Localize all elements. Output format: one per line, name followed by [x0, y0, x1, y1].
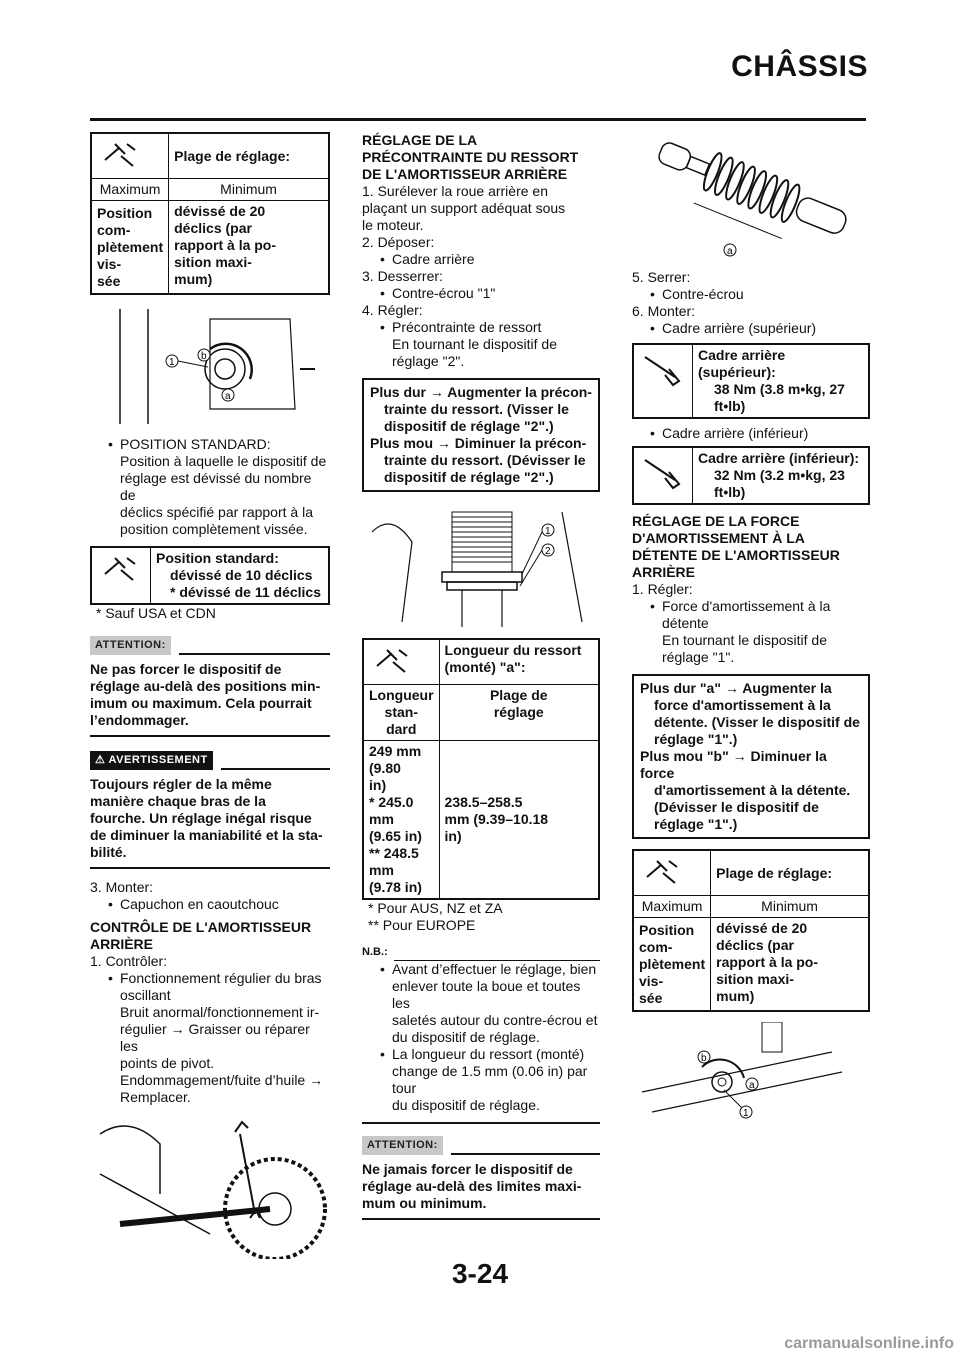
col-std-length: Longueur stan- dard [363, 685, 439, 741]
step-3-bullet: • Contre-écrou "1" [362, 285, 600, 302]
step-6-bullet-2: • Cadre arrière (inférieur) [632, 425, 870, 442]
rebound-harder: Plus dur "a" → Augmenter la [640, 680, 832, 696]
step-4-text: En tournant le dispositif de réglage "2". [392, 336, 557, 369]
nb-label: N.B.: [362, 946, 388, 958]
std-length-value: 249 mm (9.80 in) * 245.0 mm (9.65 in) ** 248.5 mm (9.78 in) [363, 741, 439, 900]
fig2-label-1: 1 [743, 1108, 749, 1119]
adjust-range-table [90, 132, 330, 295]
fig2-label-a: a [749, 1080, 755, 1091]
col-max: Maximum [633, 896, 711, 918]
torque-upper-table [632, 343, 870, 419]
note-aus: * Pour AUS, NZ et ZA [368, 900, 503, 916]
shock-absorber-figure [632, 132, 870, 267]
rebound-softer-2: d'amortissement à la détente. (Dévisser le dispositif de réglage "1".) [654, 782, 851, 832]
rebound-harder-2: force d'amortissement à la détente. (Visser le dispositif de réglage "1".) [654, 697, 860, 747]
column-1 [90, 132, 330, 1259]
attention-label-2: ATTENTION: [362, 1136, 443, 1155]
preload-harder-2: trainte du ressort. (Visser le dispositif de réglage "2".) [384, 401, 569, 434]
rebound-bullet: • Force d'amortissement à la détente [632, 598, 870, 632]
min-value: dévissé de 20 déclics (par rapport à la po- sition maxi- mum) [711, 918, 869, 1012]
check-bullet: • Fonctionnement régulier du bras oscillant [90, 970, 330, 1004]
col-min: Minimum [169, 179, 329, 201]
std-line2: * dévissé de 11 déclics [170, 584, 321, 600]
rebound-step-1: 1. Régler: [632, 581, 693, 597]
spring-length-table [362, 638, 600, 900]
rebound-range-table [632, 849, 870, 1012]
std-title: Position standard: [156, 550, 279, 566]
step-5: 5. Serrer: [632, 269, 691, 285]
step-3: 3. Desserrer: [362, 268, 443, 284]
std-note: * Sauf USA et CDN [96, 605, 216, 621]
rebound-range-title: Plage de réglage: [711, 850, 869, 896]
warning-triangle-icon: ⚠ [95, 754, 109, 766]
step-4: 4. Régler: [362, 302, 423, 318]
col-min: Minimum [711, 896, 869, 918]
preload-harder: Plus dur → Augmenter la précon- [370, 384, 592, 400]
rebound-text: En tournant le dispositif de réglage "1". [662, 632, 827, 665]
section-title-rebound: RÉGLAGE DE LA FORCE D'AMORTISSEMENT À LA DÉTENTE DE L'AMORTISSEUR ARRIÈRE [632, 513, 840, 580]
step-5-bullet: • Contre-écrou [632, 286, 870, 303]
step-6: 6. Monter: [632, 303, 696, 319]
header-rule [90, 118, 866, 121]
nb-bullet-2: • La longueur du ressort (monté) change de 1.5 mm (0.06 in) par tour du dispositif de réglage. [362, 1046, 600, 1114]
preload-box [362, 378, 600, 492]
step-3: 3. Monter: [90, 879, 154, 895]
check-text: Bruit anormal/fonctionnement ir- régulier → Graisser ou réparer les points de pivot. Endommagement/fuite d’huile → Remplacer. [120, 1004, 324, 1105]
section-title-preload: RÉGLAGE DE LA PRÉCONTRAINTE DU RESSORT DE L'AMORTISSEUR ARRIÈRE [362, 132, 579, 182]
step-3-bullet: • Capuchon en caoutchouc [90, 896, 330, 913]
warning-text: Toujours régler de la même manière chaque bras de la fourche. Un réglage inégal risque de diminuer la maniabilité et la sta- bilité. [90, 776, 323, 860]
warning-label: ⚠ AVERTISSEMENT [90, 751, 213, 770]
fig1-label-b: b [201, 351, 207, 362]
torque2-title: Cadre arrière (inférieur): [698, 450, 860, 466]
standard-bullet: • POSITION STANDARD: [90, 436, 330, 453]
standard-text: Position à laquelle le dispositif de réglage est dévissé du nombre de déclics spécifié par rapport à la position complètement vissée. [120, 453, 327, 537]
col-max: Maximum [91, 179, 169, 201]
max-value: Position com- plètement vis- sée [633, 918, 711, 1012]
column-2 [362, 132, 600, 1220]
torque-wrench-icon [639, 347, 687, 387]
fig2-label-b: b [701, 1053, 707, 1064]
watermark: carmanualsonline.info [784, 1335, 954, 1352]
wrench-icon [97, 550, 145, 590]
page-number: 3-24 [451, 1258, 509, 1289]
preload-softer-2: trainte du ressort. (Dévisser le dispositif de réglage "2".) [384, 452, 586, 485]
note-europe: ** Pour EUROPE [368, 917, 476, 933]
shock-preload-figure [362, 502, 600, 632]
fork-adjuster-figure [90, 309, 330, 424]
attention-text: Ne pas forcer le dispositif de réglage au-delà des positions min- imum ou maximum. Cela pourrait l’endommager. [90, 661, 321, 728]
fig1-label-1: 1 [169, 357, 175, 368]
section-title-check: CONTRÔLE DE L'AMORTISSEUR ARRIÈRE [90, 919, 312, 952]
min-value: dévissé de 20 déclics (par rapport à la po- sition maxi- mum) [169, 201, 329, 295]
range-value: 238.5–258.5 mm (9.39–10.18 in) [439, 741, 599, 900]
step-1: 1. Contrôler: [90, 953, 168, 969]
column-3 [632, 132, 870, 1122]
torque-lower-table [632, 446, 870, 505]
wrench-icon [369, 642, 417, 682]
standard-position-table [90, 546, 330, 605]
max-value: Position com- plètement vis- sée [91, 201, 169, 295]
length-title: Longueur du ressort (monté) "a": [439, 639, 599, 685]
std-line1: dévissé de 10 déclics [170, 567, 313, 583]
fig-label-a: a [727, 246, 733, 257]
fig-label-1: 1 [545, 526, 551, 537]
wrench-icon [639, 853, 687, 893]
step-2: 2. Déposer: [362, 234, 435, 250]
rebound-softer: Plus mou "b" → Diminuer la force [640, 748, 827, 781]
torque1-title: Cadre arrière (supérieur): [698, 347, 786, 380]
swingarm-figure [90, 1114, 330, 1259]
fig1-label-a: a [225, 391, 231, 402]
torque2-value: 32 Nm (3.2 m•kg, 23 ft•lb) [714, 467, 845, 500]
fig-label-2: 2 [545, 546, 551, 557]
step-1-raise: 1. Surélever la roue arrière en plaçant un support adéquat sous le moteur. [362, 183, 566, 233]
page-title: CHÂSSIS [731, 50, 868, 83]
col-range: Plage de réglage [439, 685, 599, 741]
attention-label: ATTENTION: [90, 636, 171, 655]
range-title: Plage de réglage: [169, 133, 329, 179]
step-6-bullet: • Cadre arrière (supérieur) [632, 320, 870, 337]
wrench-icon [97, 136, 145, 176]
preload-softer: Plus mou → Diminuer la précon- [370, 435, 587, 451]
torque-wrench-icon [639, 450, 687, 490]
step-4-bullet: • Précontrainte de ressort [362, 319, 600, 336]
rebound-adjuster-figure [632, 1022, 870, 1122]
step-2-bullet: • Cadre arrière [362, 251, 600, 268]
rebound-box [632, 674, 870, 839]
nb-bullet-1: • Avant d’effectuer le réglage, bien enlever toute la boue et toutes les saletés autour du contre-écrou et du dispositif de réglage. [362, 961, 600, 1046]
torque1-value: 38 Nm (3.8 m•kg, 27 ft•lb) [714, 381, 845, 414]
attention-text-2: Ne jamais forcer le dispositif de réglage au-delà des limites maxi- mum ou minimum. [362, 1161, 582, 1211]
